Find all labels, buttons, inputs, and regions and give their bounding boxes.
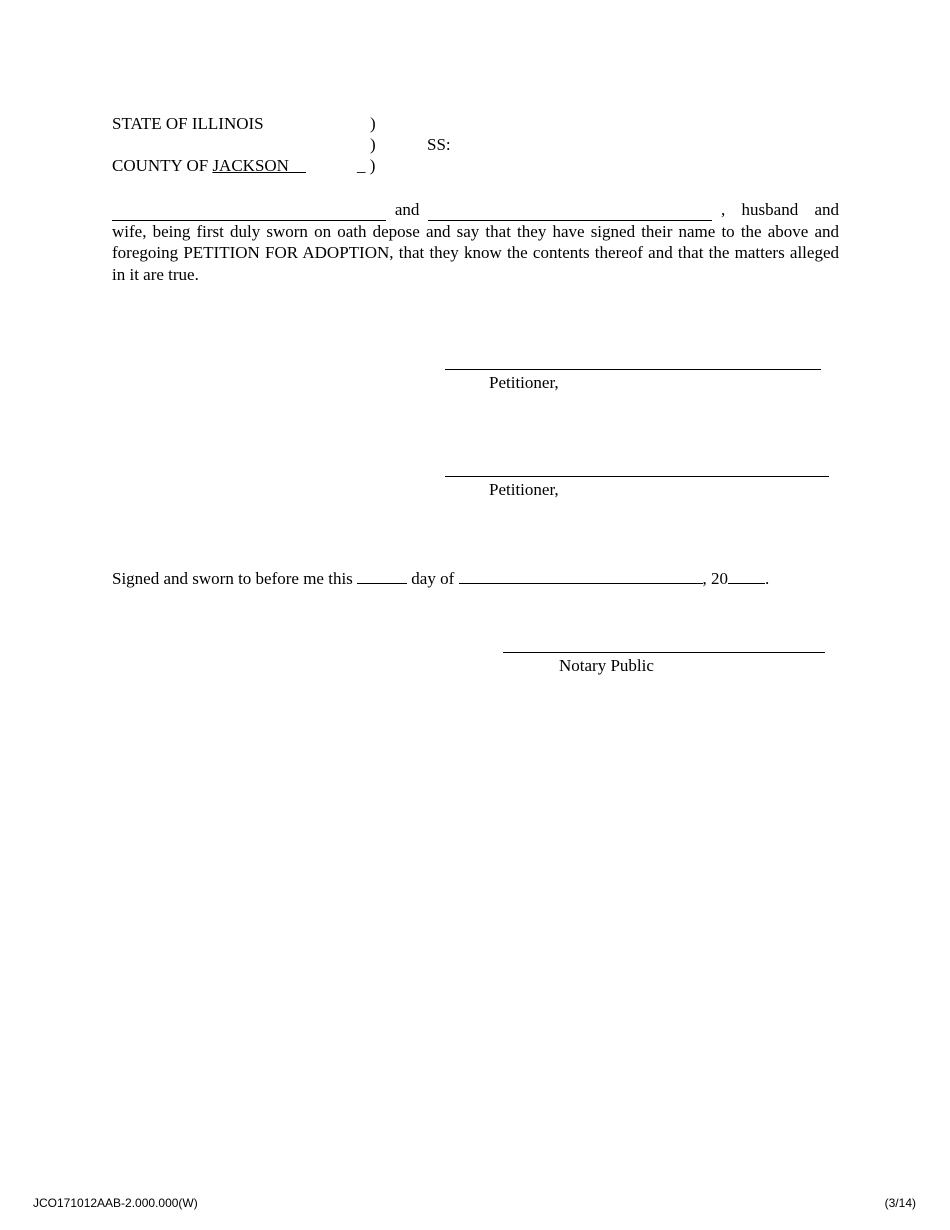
petitioner-1-name-blank[interactable]: [112, 206, 386, 221]
petitioner-2-signature-line[interactable]: [445, 476, 829, 477]
jurat-day-of: day of: [411, 569, 455, 588]
jurat-month-blank[interactable]: [459, 569, 703, 584]
affidavit-first-line: [112, 199, 839, 221]
county-label: COUNTY OF: [112, 156, 213, 175]
husband-and: , husband and: [721, 200, 839, 219]
petitioner-2-name-blank[interactable]: [428, 206, 712, 221]
petitioner-1-label: Petitioner,: [489, 373, 559, 392]
jurat-period: .: [765, 569, 770, 588]
notary-label: Notary Public: [559, 656, 654, 675]
venue-paren-2: ): [370, 135, 376, 154]
petitioner-1-signature-line[interactable]: [445, 369, 821, 370]
jurat-day-blank[interactable]: [357, 569, 407, 584]
petitioner-2-label: Petitioner,: [489, 480, 559, 499]
ss-label: SS:: [427, 135, 451, 154]
footer-page-number: (3/14): [884, 1196, 916, 1210]
affidavit-body: wife, being first duly sworn on oath depose and say that they have signed their name to the above and foregoing PETITION FOR ADOPTION, that they know the contents thereof and that the matters alleged in it are true.: [112, 221, 839, 284]
jurat-line: [112, 569, 769, 589]
jurat-year-blank[interactable]: [728, 569, 765, 584]
county-name: JACKSON: [212, 156, 289, 175]
and-word: and: [394, 200, 420, 219]
venue-paren-1: ): [370, 114, 376, 133]
jurat-prefix: Signed and sworn to before me this: [112, 569, 353, 588]
footer-doc-code: JCO171012AAB-2.000.000(W): [33, 1196, 198, 1210]
state-line: STATE OF ILLINOIS: [112, 114, 264, 133]
affidavit-paragraph: [112, 199, 839, 285]
county-line: [112, 156, 306, 176]
county-trail: _ ): [357, 156, 376, 175]
jurat-year-prefix: , 20: [702, 569, 729, 588]
notary-signature-line[interactable]: [503, 652, 825, 653]
